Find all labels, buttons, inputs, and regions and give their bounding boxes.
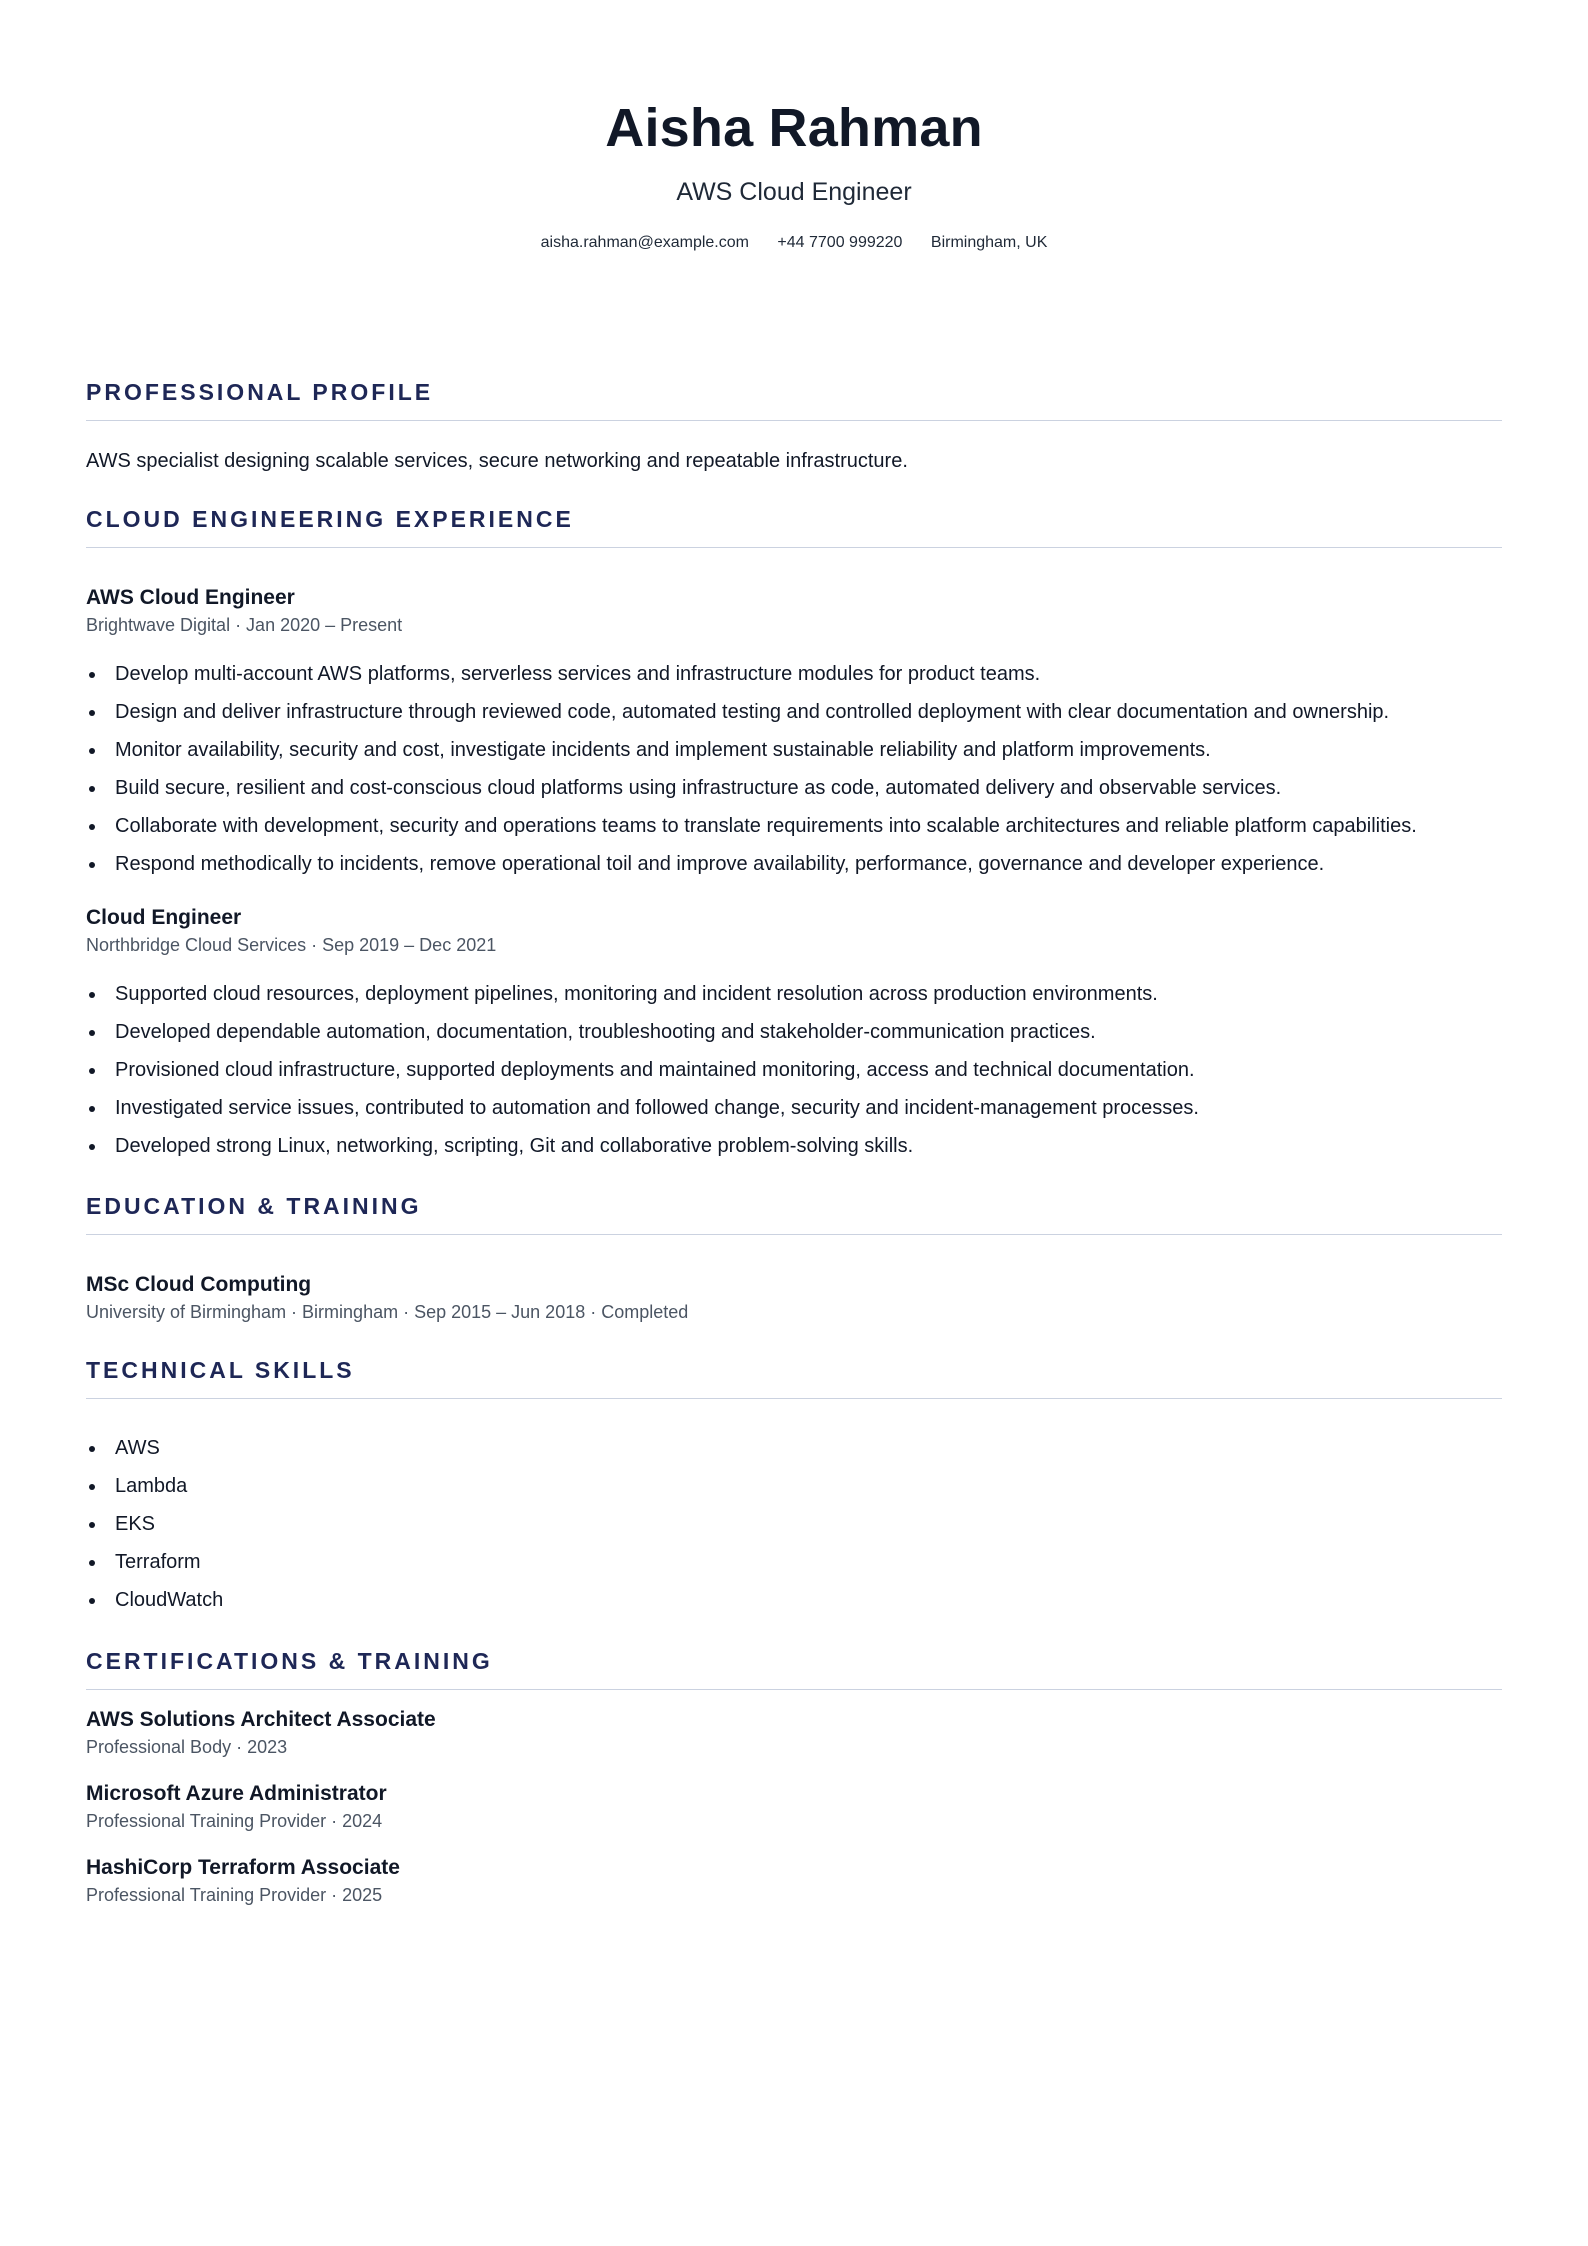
candidate-title: AWS Cloud Engineer [676,178,912,206]
skill-item: Terraform [86,1543,1502,1581]
skills-list [86,1429,1502,1619]
certifications-section [86,1646,1502,1908]
certification-meta: Professional Training Provider · 2025 [86,1885,383,1905]
section-divider [86,1398,1502,1399]
skill-item: Lambda [86,1467,1502,1505]
certification-meta: Professional Training Provider · 2024 [86,1811,383,1831]
contact-location: Birmingham, UK [930,234,1048,251]
job-bullet: Provisioned cloud infrastructure, supported deployments and maintained monitoring, access and technical documentation. [86,1051,1502,1089]
job-bullet: Collaborate with development, security and operations teams to translate requirements into scalable architectures and reliable platform capabilities. [86,807,1502,845]
section-divider [86,1234,1502,1235]
skill-item: AWS [86,1429,1502,1467]
certification-title: AWS Solutions Architect Associate [86,1708,436,1731]
section-heading-certifications: CERTIFICATIONS & TRAINING [86,1648,493,1674]
job-bullet: Developed strong Linux, networking, scripting, Git and collaborative problem-solving skills. [86,1127,1502,1165]
job-bullets [86,655,1502,883]
education-section [86,1191,1502,1325]
job-bullet: Developed dependable automation, documentation, troubleshooting and stakeholder-communication practices. [86,1013,1502,1051]
job-bullet: Develop multi-account AWS platforms, serverless services and infrastructure modules for product teams. [86,655,1502,693]
degree-title: MSc Cloud Computing [86,1273,312,1296]
job-meta: Brightwave Digital · Jan 2020 – Present [86,615,403,635]
job-title: AWS Cloud Engineer [86,586,295,609]
job-bullet: Monitor availability, security and cost, investigate incidents and implement sustainable reliability and platform improvements. [86,731,1502,769]
section-heading-profile: PROFESSIONAL PROFILE [86,379,434,405]
profile-summary: AWS specialist designing scalable services, secure networking and repeatable infrastructure. [86,450,908,472]
certification-title: Microsoft Azure Administrator [86,1782,387,1805]
section-divider [86,420,1502,421]
candidate-name: Aisha Rahman [605,98,983,158]
job-bullet: Build secure, resilient and cost-conscious cloud platforms using infrastructure as code, automated delivery and observable services. [86,769,1502,807]
contact-phone[interactable]: +44 7700 999220 [777,234,903,251]
skill-item: CloudWatch [86,1581,1502,1619]
profile-section [86,377,1502,475]
job-bullet: Investigated service issues, contributed to automation and followed change, security and incident-management processes. [86,1089,1502,1127]
job-bullets [86,975,1502,1165]
certification-title: HashiCorp Terraform Associate [86,1856,400,1879]
job-bullet: Supported cloud resources, deployment pipelines, monitoring and incident resolution across production environments. [86,975,1502,1013]
section-heading-education: EDUCATION & TRAINING [86,1193,422,1219]
contact-email[interactable]: aisha.rahman@example.com [540,234,749,251]
section-divider [86,1689,1502,1690]
degree-meta: University of Birmingham · Birmingham · Sep 2015 – Jun 2018 · Completed [86,1302,689,1322]
section-divider [86,547,1502,548]
section-heading-skills: TECHNICAL SKILLS [86,1357,355,1383]
job-bullet: Design and deliver infrastructure through reviewed code, automated testing and controlled deployment with clear documentation and ownership. [86,693,1502,731]
education-entry [86,1271,1502,1325]
experience-section [86,504,1502,1165]
job-bullet: Respond methodically to incidents, remove operational toil and improve availability, performance, governance and developer experience. [86,845,1502,883]
certification-entry [86,1780,1502,1834]
job-entry [86,584,1502,883]
certification-entry [86,1854,1502,1908]
job-meta: Northbridge Cloud Services · Sep 2019 – Dec 2021 [86,935,497,955]
job-title: Cloud Engineer [86,906,242,929]
job-entry [86,904,1502,1165]
skills-section [86,1355,1502,1619]
resume-header [86,0,1502,254]
section-heading-experience: CLOUD ENGINEERING EXPERIENCE [86,506,574,532]
contact-line [86,232,1502,254]
certification-meta: Professional Body · 2023 [86,1737,288,1757]
certification-entry [86,1706,1502,1760]
skill-item: EKS [86,1505,1502,1543]
